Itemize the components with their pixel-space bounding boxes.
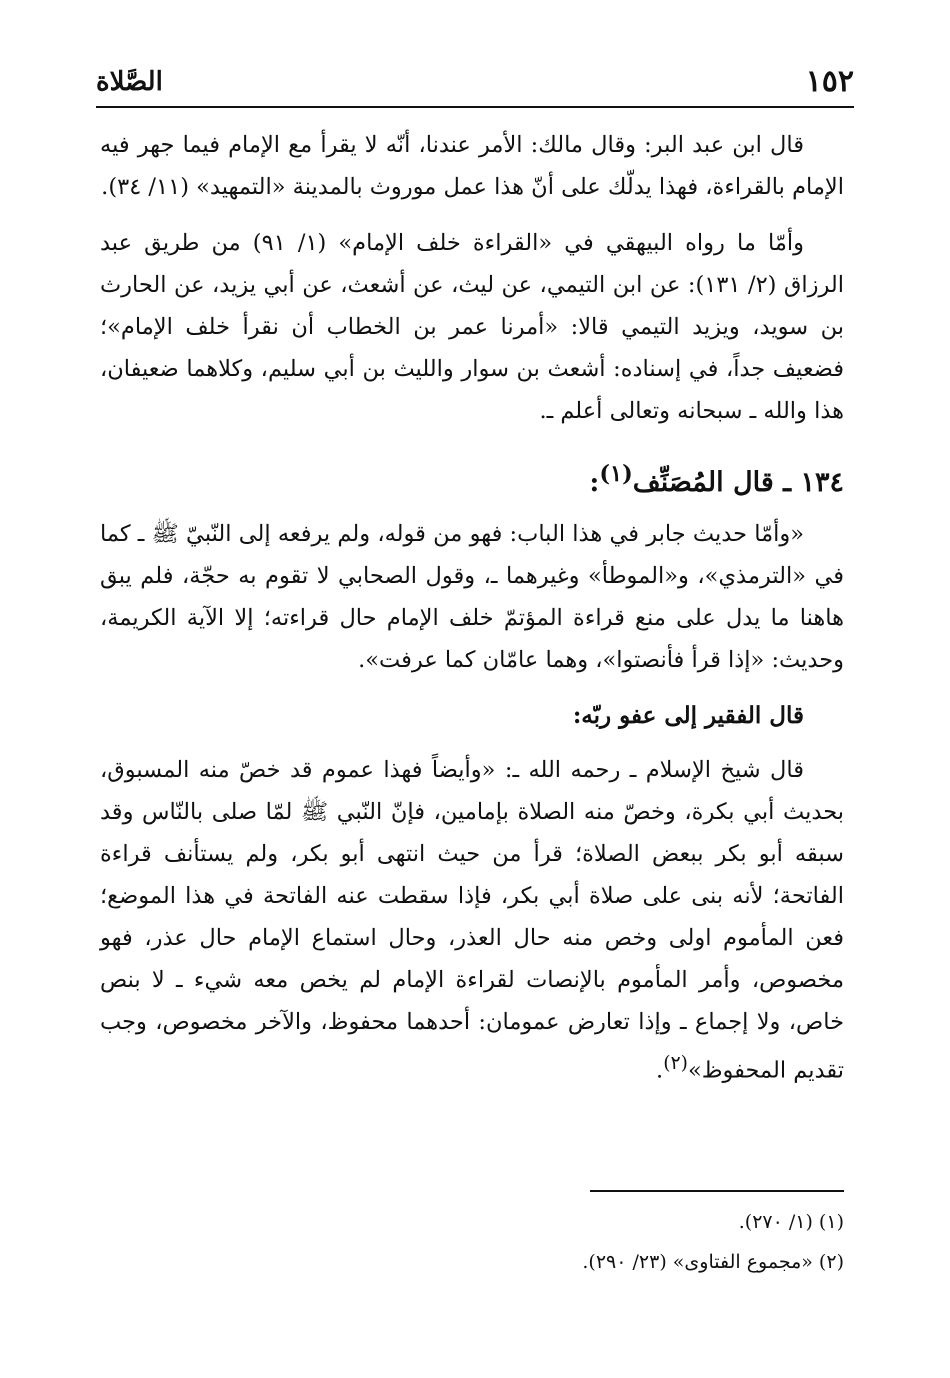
footnotes — [100, 1202, 844, 1282]
paragraph-2: وأمّا ما رواه البيهقي في «القراءة خلف الإمام» (١/ ٩١) من طريق عبد الرزاق (٢/ ١٣١): عن ابن التيمي، عن ليث، عن أشعث، عن أبي يزيد، عن الحارث بن سويد، ويزيد التيمي قالا: «أمرنا عمر بن الخطاب أن نقرأ خلف الإمام»؛ فضعيف جداً، في إسناده: أشعث بن سوار والليث بن أبي سليم، وكلاهما ضعيفان، هذا والله ـ سبحانه وتعالى أعلم ـ. — [100, 230, 844, 424]
footnote-1: (١) (١/ ٢٧٠). — [738, 1211, 844, 1233]
running-title: الصَّلاة — [96, 67, 163, 97]
paragraph-4 — [100, 749, 844, 1092]
section-heading-colon: : — [589, 467, 600, 498]
page-number: ١٥٢ — [805, 64, 854, 99]
footnote-2: (٢) «مجموع الفتاوى» (٢٣/ ٢٩٠). — [582, 1251, 844, 1273]
paragraph-3: «وأمّا حديث جابر في هذا الباب: فهو من قوله، ولم يرفعه إلى النّبيّ ﷺ ـ كما في «الترمذي»، و«الموطأ» وغيرهما ـ، وقول الصحابي لا تقوم به حجّة، فلم يبق هاهنا ما يدل على منع قراءة المؤتمّ خلف الإمام حال قراءته؛ إلا الآية الكريمة، وحديث: «إذا قرأ فأنصتوا»، وهما عامّان كما عرفت». — [100, 521, 844, 673]
sub-heading: قال الفقير إلى عفو ربّه: — [572, 702, 804, 729]
section-heading — [100, 450, 844, 507]
paragraph-4-end: . — [656, 1057, 664, 1084]
section-heading-text: ١٣٤ ـ قال المُصَنِّف — [632, 467, 844, 498]
footnote-ref-1: (١) — [599, 461, 633, 487]
paragraph-1: قال ابن عبد البر: وقال مالك: الأمر عندنا، أنّه لا يقرأ مع الإمام فيما جهر فيه الإمام بالقراءة، فهذا يدلّك على أنّ هذا عمل موروث بالمدينة «التمهيد» (١١/ ٣٤). — [100, 132, 844, 200]
main-text — [100, 124, 844, 1092]
page-header — [96, 62, 854, 108]
footnote-ref-2: (٢) — [663, 1053, 688, 1074]
footnote-divider — [590, 1190, 844, 1192]
paragraph-4-text: قال شيخ الإسلام ـ رحمه الله ـ: «وأيضاً فهذا عموم قد خصّ منه المسبوق، بحديث أبي بكرة، وخصّ منه الصلاة بإمامين، فإنّ النّبي ﷺ لمّا صلى بالنّاس وقد سبقه أبو بكر ببعض الصلاة؛ قرأ من حيث انتهى أبو بكر، ولم يستأنف قراءة الفاتحة؛ لأنه بنى على صلاة أبي بكر، فإذا سقطت عنه الفاتحة في هذا الموضع؛ فعن المأموم اولى وخص منه حال العذر، وحال استماع الإمام حال عذر، فهو مخصوص، وأمر المأموم بالإنصات لقراءة الإمام لم يخص معه شيء ـ لا بنص خاص، ولا إجماع ـ وإذا تعارض عمومان: أحدهما محفوظ، والآخر مخصوص، وجب تقديم المحفوظ» — [100, 757, 844, 1084]
